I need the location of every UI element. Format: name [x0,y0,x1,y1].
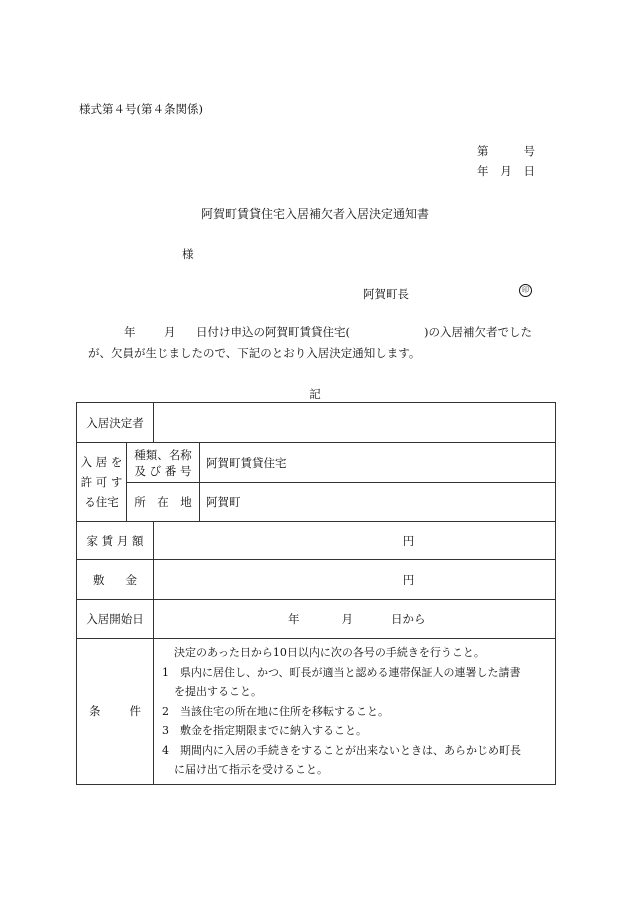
body-month: 月 [164,325,176,339]
seal-mark: 印 [519,284,532,297]
date-year: 年 [477,164,489,178]
body-text-close: )の入居補欠者でした [424,325,532,339]
date-day: 日 [523,164,535,178]
type-label-line: 種類、名称 [134,447,192,462]
deposit-label [77,560,154,600]
housing-label-line: る住宅 [84,495,119,509]
housing-label-line: 入 居 を [80,455,123,469]
start-month: 月 [341,612,353,626]
condition-item-continued: に届け出て指示を受けること。 [174,763,328,776]
body-year: 年 [124,325,136,339]
start-date-value [154,600,556,639]
row-rent [77,522,556,560]
location-value: 阿賀町 [200,483,556,522]
document-title: 阿賀町賃貸住宅入居補欠者入居決定通知書 [200,207,429,221]
body-line-2: が、欠員が生じましたので、下記のとおり入居決定通知します。 [88,346,421,360]
document-number-prefix: 第 [477,144,489,158]
location-label: 所 在 地 [127,483,200,522]
condition-intro: 決定のあった日から10日以内に次の各号の手続きを行うこと。 [174,646,485,659]
condition-item: 2 当該住宅の所在地に住所を移転すること。 [162,704,389,718]
condition-item-continued: を提出すること。 [174,685,262,698]
conditions-label-part: 件 [129,704,141,719]
record-table [76,402,556,785]
form-label: 様式第４号(第４条関係) [79,102,203,116]
document-number-suffix: 号 [523,144,535,158]
condition-item: 1 県内に居住し、かつ、町長が適当と認める連帯保証人の連署した請書 [162,665,521,679]
deposit-label-part: 金 [125,572,137,587]
row-decision-person [77,403,556,443]
type-value: 阿賀町賃貸住宅 [200,443,556,483]
condition-item: 4 期間内に入居の手続きをすることが出来ないときは、あらかじめ町長 [162,743,521,757]
body-text: 日付け申込の阿賀町賃貸住宅( [196,325,350,339]
deposit-value [154,560,556,600]
record-heading: 記 [309,387,321,401]
conditions-list [154,639,556,785]
conditions-label [77,639,154,785]
deposit-label-part: 敷 [93,572,105,587]
start-day: 日から [391,612,426,626]
decision-person-label: 入居決定者 [77,403,154,443]
rent-value [154,522,556,560]
type-label-line: 及 び 番 号 [134,463,192,478]
body-line-1 [124,324,544,340]
row-conditions [77,639,556,785]
housing-label-line: 許 可 す [80,475,123,489]
start-date-label: 入居開始日 [77,600,154,639]
date-month: 月 [500,164,512,178]
decision-person-value [154,403,556,443]
issuer-name: 阿賀町長 [363,287,409,301]
document-number [477,143,535,159]
condition-item: 3 敷金を指定期限までに納入すること。 [162,724,367,737]
conditions-label-part: 条 [89,704,101,719]
start-year: 年 [288,612,300,626]
row-start-date [77,600,556,639]
row-housing-type [77,443,556,483]
addressee-suffix: 様 [182,247,194,261]
rent-unit: 円 [402,533,415,548]
document-date [477,163,535,179]
deposit-unit: 円 [402,572,415,587]
row-deposit [77,560,556,600]
housing-label [77,443,127,522]
rent-label: 家 賃 月 額 [77,522,154,560]
type-label [127,443,200,483]
row-location [77,483,556,522]
